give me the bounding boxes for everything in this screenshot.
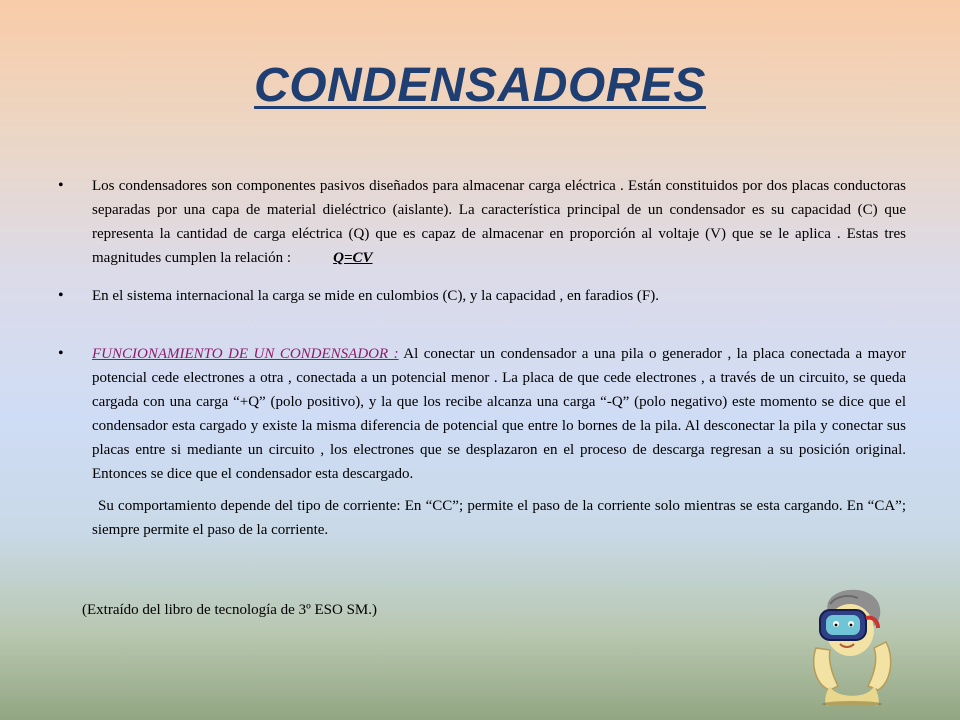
section-heading: FUNCIONAMIENTO DE UN CONDENSADOR : xyxy=(92,346,399,362)
diver-illustration-icon xyxy=(808,586,894,706)
source-citation: (Extraído del libro de tecnología de 3º ESO SM.) xyxy=(82,602,378,618)
formula: Q=CV xyxy=(333,250,373,266)
slide-content xyxy=(58,174,906,542)
paragraph-definition: • Los condensadores son componentes pasivos diseñados para almacenar carga eléctrica . Están constituidos por dos placas conductoras separadas por una capa de material dieléctrico (aislante). La característica principal de un condensador es su capacidad (C) que representa la cantidad de carga eléctrica (Q) que es capaz de almacenar en proporción al voltaje (V) que se le aplica . Estas tres magnitudes cumplen la relación : Q=CV xyxy=(58,174,906,270)
paragraph-behaviour: Su comportamiento depende del tipo de corriente: En “CC”; permite el paso de la corriente solo mientras se esta cargando. En “CA”; siempre permite el paso de la corriente. xyxy=(92,498,906,538)
paragraph-units: • En el sistema internacional la carga se mide en culombios (C), y la capacidad , en faradios (F). xyxy=(58,284,906,308)
paragraph-operation: • FUNCIONAMIENTO DE UN CONDENSADOR : Al conectar un condensador a una pila o generador , la placa conectada a mayor potencial cede electrones a otra , conectada a un potencial menor . La placa de que cede electrones , a través de un circuito, se queda cargada con una carga “+Q” (polo positivo), y la que los recibe alcanza una carga “-Q” (polo negativo) este momento se dice que el condensador esta cargado y existe la misma diferencia de potencial que entre lo bornes de la pila. Al desconectar la pila y conectar sus placas entre si mediante un circuito , los electrones que se desplazaron en el proceso de descarga regresan a su posición original. Entonces se dice que el condensador esta descargado. xyxy=(58,342,906,486)
page-title: CONDENSADORES xyxy=(254,59,706,112)
